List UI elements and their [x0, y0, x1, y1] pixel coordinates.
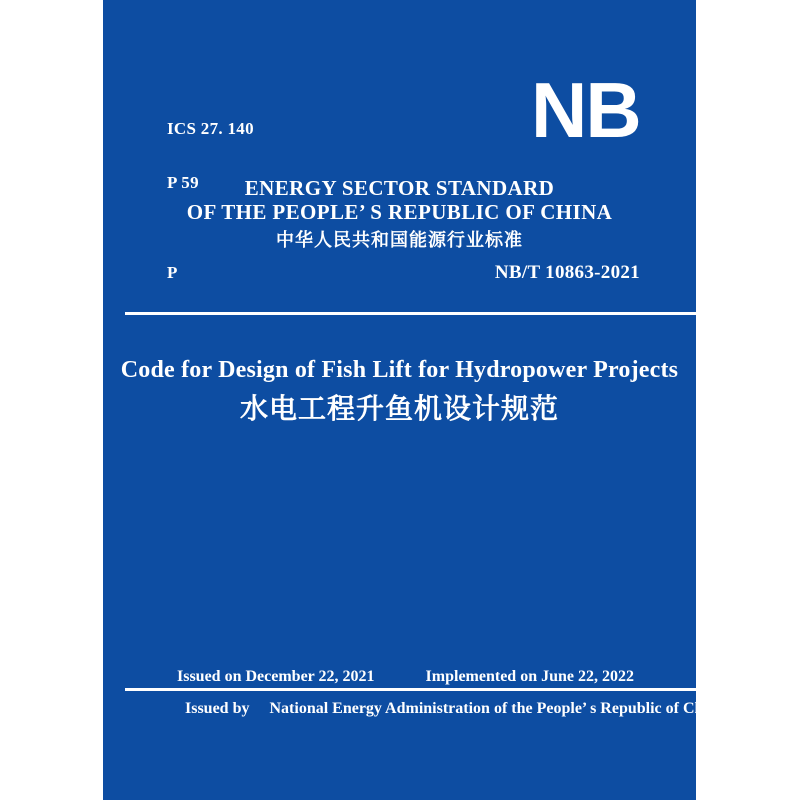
implemented-date: Implemented on June 22, 2022 [425, 668, 634, 685]
blue-cover [103, 0, 725, 800]
issued-by-row [185, 699, 725, 718]
class-code: P 59 [167, 173, 199, 192]
designation-row [167, 262, 640, 284]
dates-row [177, 668, 634, 686]
issued-by-value: National Energy Administration of the People’ s Republic of China [269, 700, 725, 717]
designation-prefix: P [167, 263, 178, 282]
title-english: Code for Design of Fish Lift for Hydropower Projects [120, 357, 679, 383]
bottom-divider-rule [125, 688, 696, 691]
standard-number: NB/T 10863-2021 [494, 262, 640, 283]
top-divider-rule [125, 312, 696, 315]
title-chinese: 水电工程升鱼机设计规范 [239, 394, 559, 425]
nb-logo: NB [531, 66, 640, 154]
header-line1-en: ENERGY SECTOR STANDARD [244, 176, 555, 200]
issued-date: Issued on December 22, 2021 [177, 668, 375, 685]
title-block [103, 357, 696, 426]
issued-by-label: Issued by [185, 700, 250, 717]
header-line2-en: OF THE PEOPLE’ S REPUBLIC OF CHINA [186, 200, 613, 224]
standard-header [103, 173, 696, 251]
header-line3-cn: 中华人民共和国能源行业标准 [276, 230, 523, 250]
ics-code: ICS 27. 140 [167, 119, 254, 138]
